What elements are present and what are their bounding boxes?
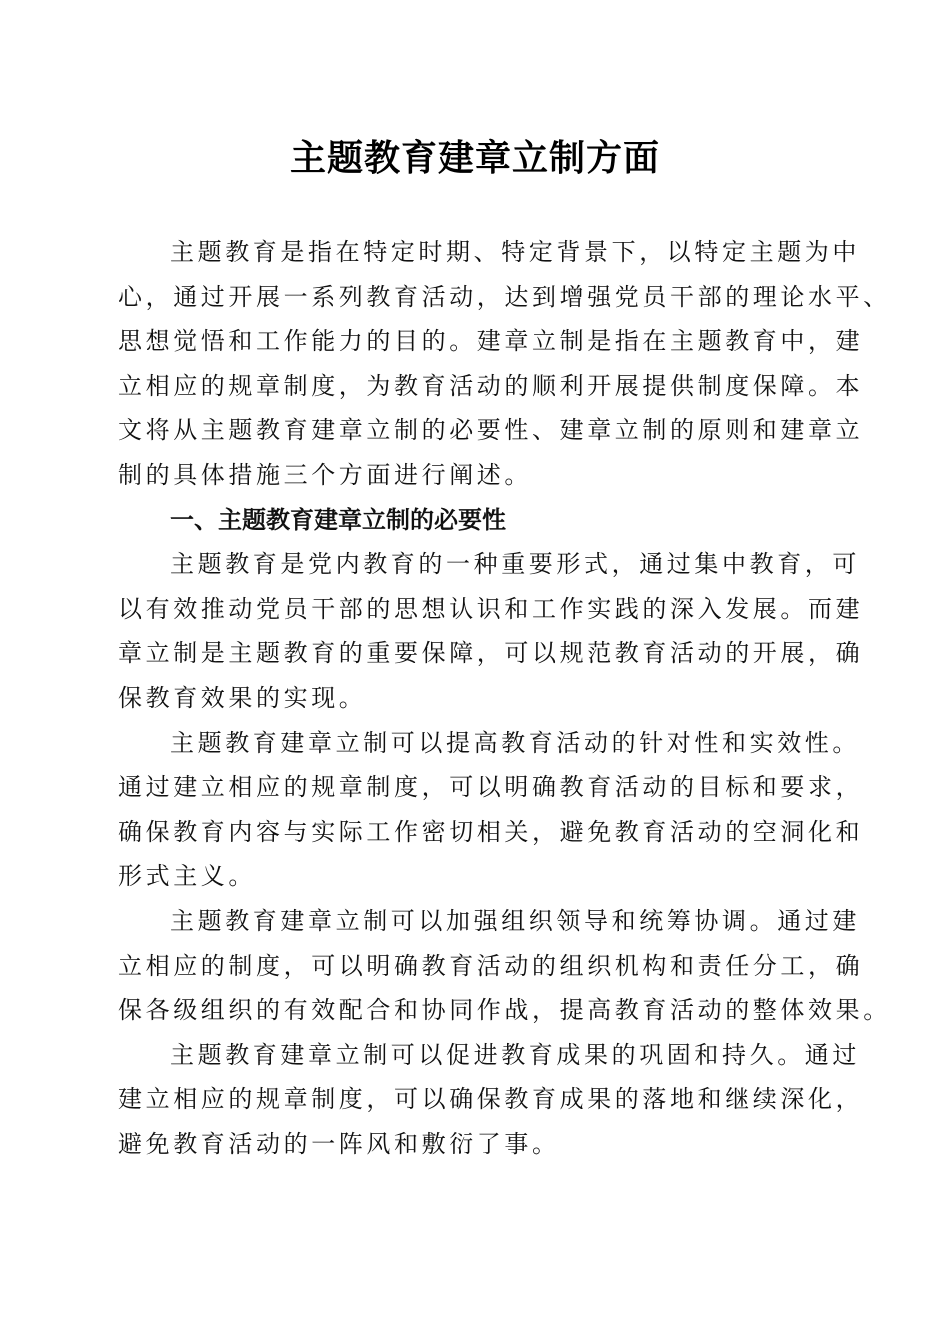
paragraph-line: 避免教育活动的一阵风和敷衍了事。 bbox=[118, 1129, 560, 1158]
paragraph-line: 思想觉悟和工作能力的目的。建章立制是指在主题教育中，建 bbox=[118, 327, 864, 356]
paragraph-line: 主题教育是党内教育的一种重要形式，通过集中教育，可 bbox=[170, 550, 860, 579]
paragraph-line: 建立相应的规章制度，可以确保教育成果的落地和继续深化， bbox=[118, 1085, 864, 1114]
paragraph-line: 确保教育内容与实际工作密切相关，避免教育活动的空洞化和 bbox=[118, 817, 864, 846]
paragraph-line: 立相应的规章制度，为教育活动的顺利开展提供制度保障。本 bbox=[118, 371, 864, 400]
paragraph-line: 保教育效果的实现。 bbox=[118, 683, 367, 712]
paragraph-line: 文将从主题教育建章立制的必要性、建章立制的原则和建章立 bbox=[118, 416, 864, 445]
paragraph-line: 心，通过开展一系列教育活动，达到增强党员干部的理论水平、 bbox=[118, 282, 891, 311]
paragraph-line: 主题教育是指在特定时期、特定背景下，以特定主题为中 bbox=[170, 238, 860, 266]
paragraph-line: 制的具体措施三个方面进行阐述。 bbox=[118, 460, 532, 489]
paragraph-line: 主题教育建章立制可以加强组织领导和统筹协调。通过建 bbox=[170, 906, 860, 935]
paragraph-line: 通过建立相应的规章制度，可以明确教育活动的目标和要求， bbox=[118, 773, 864, 802]
paragraph-line: 以有效推动党员干部的思想认识和工作实践的深入发展。而建 bbox=[118, 594, 864, 623]
paragraph-line: 保各级组织的有效配合和协同作战，提高教育活动的整体效果。 bbox=[118, 996, 891, 1025]
paragraph-line: 立相应的制度，可以明确教育活动的组织机构和责任分工，确 bbox=[118, 951, 864, 980]
document-body bbox=[118, 230, 891, 1166]
section-heading: 一、主题教育建章立制的必要性 bbox=[170, 505, 506, 534]
paragraph-line: 形式主义。 bbox=[118, 862, 256, 891]
document-title: 主题教育建章立制方面 bbox=[289, 137, 660, 179]
paragraph-line: 主题教育建章立制可以提高教育活动的针对性和实效性。 bbox=[170, 728, 860, 757]
paragraph-line: 主题教育建章立制可以促进教育成果的巩固和持久。通过 bbox=[170, 1040, 860, 1069]
paragraph-line: 章立制是主题教育的重要保障，可以规范教育活动的开展，确 bbox=[118, 639, 864, 668]
